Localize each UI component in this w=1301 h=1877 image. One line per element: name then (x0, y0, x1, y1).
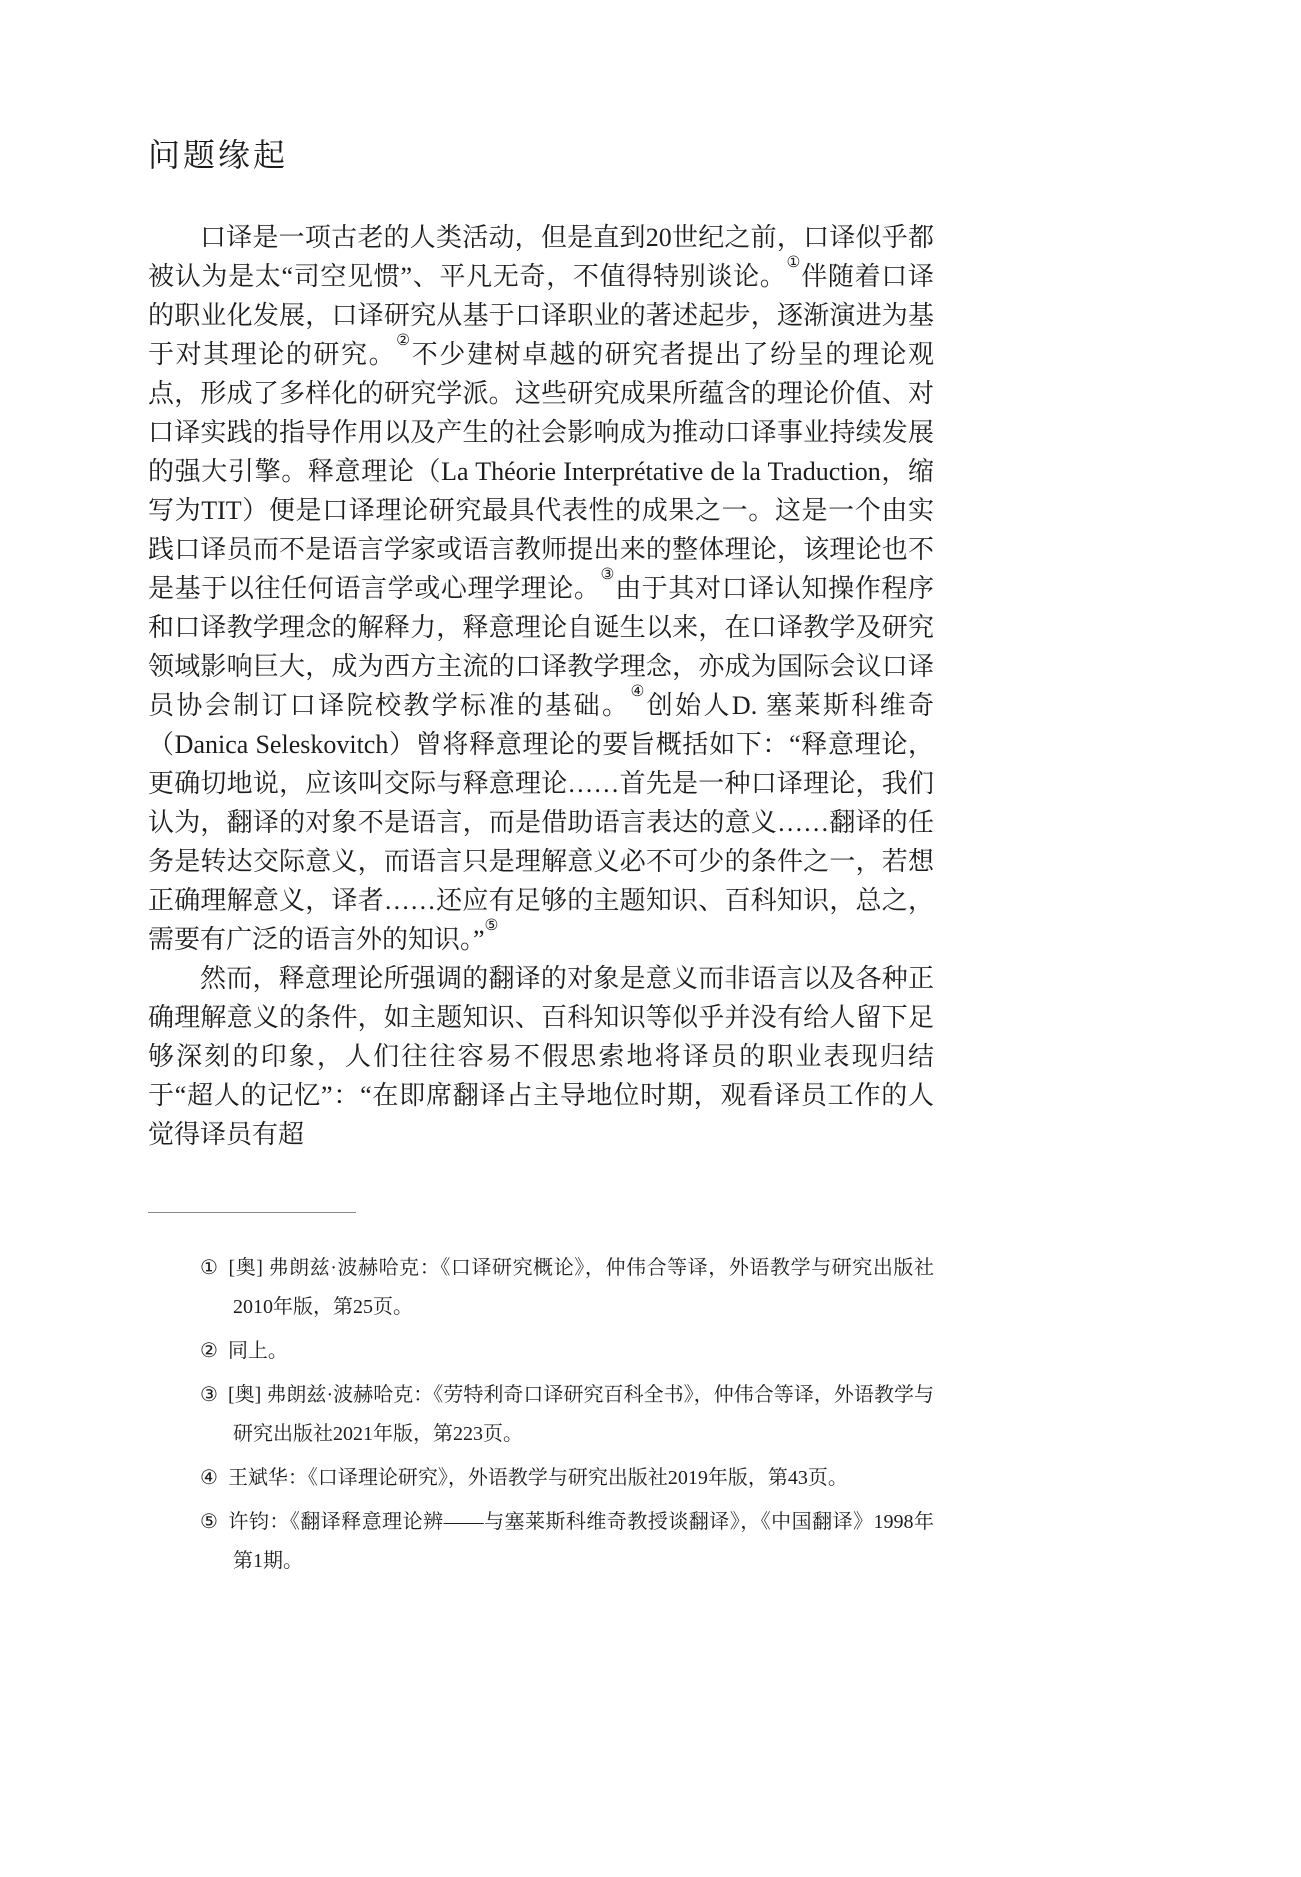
text-run: 口译是一项古老的人类活动，但是直到20世纪之前，口译似乎都被认为是太“司空见惯”、平凡无奇，不值得特别谈论。 (148, 223, 934, 292)
footnote-ref: ⑤ (484, 917, 499, 935)
text-run: 不少建树卓越的研究者提出了纷呈的理论观点，形成了多样化的研究学派。这些研究成果所蕴含的理论价值、对口译实践的指导作用以及产生的社会影响成为推动口译事业持续发展的强大引擎。释意理论（La Théorie Interprétative de la Traduction，缩写为TIT）便是口译理论研究最具代表性的成果之一。这是一个由实践口译员而不是语言学家或语言教师提出来的整体理论，该理论也不是基于以往任何语言学或心理学理论。 (148, 340, 934, 604)
paragraph (148, 218, 934, 959)
footnote-ref: ② (396, 332, 412, 350)
footnote-separator (148, 1212, 356, 1213)
section-title: 问题缘起 (148, 137, 289, 173)
text-run: 伴随着口译的职业化发展，口译研究从基于口译职业的著述起步，逐渐演进为基于对其理论的研究。 (148, 262, 934, 370)
text-run: 创始人D. 塞莱斯科维奇（Danica Seleskovitch）曾将释意理论的要旨概括如下：“释意理论，更确切地说，应该叫交际与释意理论……首先是一种口译理论，我们认为，翻译的对象不是语言，而是借助语言表达的意义……翻译的任务是转达交际意义，而语言只是理解意义必不可少的条件之一，若想正确理解意义，译者……还应有足够的主题知识、百科知识，总之，需要有广泛的语言外的知识。” (148, 691, 934, 955)
paragraph (148, 959, 934, 1154)
footnote-number: ⑤ (200, 1511, 219, 1534)
footnote-text: [奥] 弗朗兹·波赫哈克：《口译研究概论》，仲伟合等译，外语教学与研究出版社2010年版，第25页。 (228, 1257, 934, 1319)
text-run: 由于其对口译认知操作程序和口译教学理念的解释力，释意理论自诞生以来，在口译教学及研究领域影响巨大，成为西方主流的口译教学理念，亦成为国际会议口译员协会制订口译院校教学标准的基础。 (148, 574, 934, 721)
text-run: 然而，释意理论所强调的翻译的对象是意义而非语言以及各种正确理解意义的条件，如主题知识、百科知识等似乎并没有给人留下足够深刻的印象，人们往往容易不假思索地将译员的职业表现归结于“超人的记忆”：“在即席翻译占主导地位时期，观看译员工作的人觉得译员有超 (148, 964, 934, 1150)
body-paragraphs (148, 218, 934, 1154)
footnote-text: [奥] 弗朗兹·波赫哈克：《劳特利奇口译研究百科全书》，仲伟合等译，外语教学与研究出版社2021年版，第223页。 (227, 1384, 934, 1446)
page-content (148, 136, 934, 1586)
footnote-item (200, 1249, 934, 1327)
footnote-text: 许钧：《翻译释意理论辨——与塞莱斯科维奇教授谈翻译》，《中国翻译》1998年第1期。 (228, 1511, 934, 1573)
footnote-text: 王斌华：《口译理论研究》，外语教学与研究出版社2019年版，第43页。 (227, 1467, 848, 1490)
footnote-ref: ④ (630, 683, 647, 701)
footnote-text: 同上。 (227, 1340, 288, 1363)
footnotes-list (148, 1249, 934, 1581)
footnote-number: ③ (200, 1384, 218, 1407)
footnote-item (200, 1459, 934, 1498)
footnote-item (200, 1332, 934, 1371)
footnote-number: ④ (200, 1467, 218, 1490)
footnote-number: ① (200, 1257, 219, 1280)
footnote-ref: ③ (600, 566, 616, 584)
footnote-ref: ① (786, 254, 802, 272)
footnote-item (200, 1503, 934, 1581)
footnote-item (200, 1376, 934, 1454)
footnote-number: ② (200, 1340, 218, 1363)
